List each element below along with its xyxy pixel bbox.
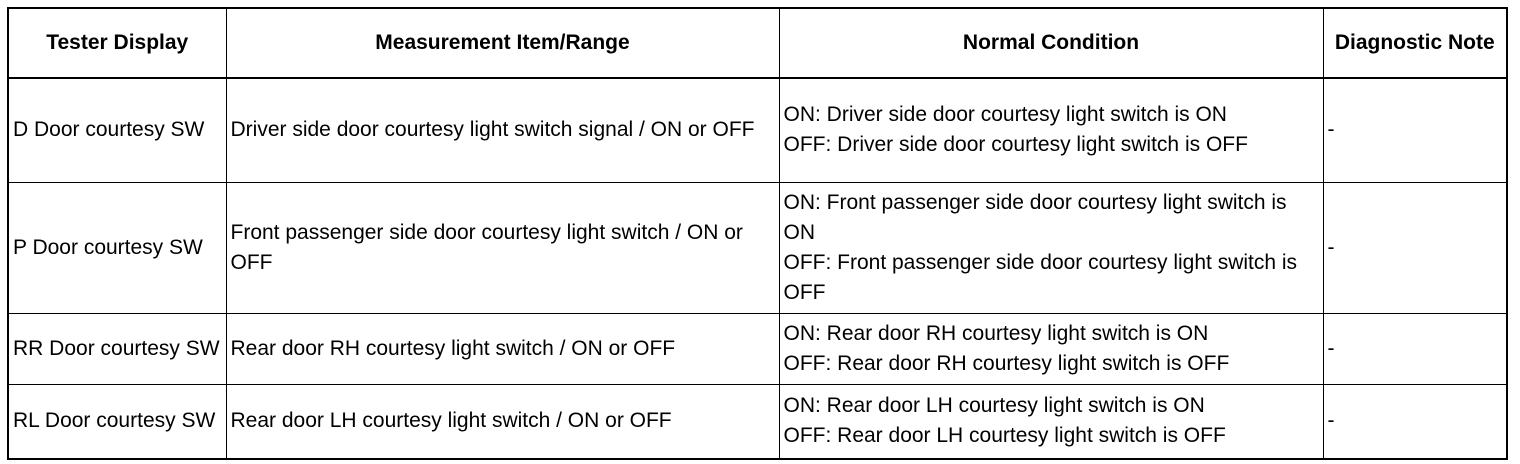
cell-diagnostic-note: - xyxy=(1323,313,1507,384)
cell-measurement-item: Driver side door courtesy light switch signal / ON or OFF xyxy=(226,78,779,182)
cell-diagnostic-note: - xyxy=(1323,78,1507,182)
cell-normal-condition xyxy=(779,384,1323,459)
cell-normal-condition xyxy=(779,182,1323,313)
cell-normal-condition xyxy=(779,78,1323,182)
condition-off-text: OFF: Driver side door courtesy light switch is OFF xyxy=(783,133,1248,157)
cell-measurement-item: Rear door LH courtesy light switch / ON or OFF xyxy=(226,384,779,459)
cell-normal-condition xyxy=(779,313,1323,384)
cell-diagnostic-note: - xyxy=(1323,384,1507,459)
cell-measurement-item: Front passenger side door courtesy light switch / ON or OFF xyxy=(226,182,779,313)
data-list-table xyxy=(7,7,1508,460)
condition-off-text: OFF: Rear door RH courtesy light switch is OFF xyxy=(783,351,1230,375)
condition-off-text: OFF: Rear door LH courtesy light switch is OFF xyxy=(783,424,1226,448)
table-row xyxy=(8,313,1507,384)
table-row xyxy=(8,182,1507,313)
cell-measurement-item: Rear door RH courtesy light switch / ON or OFF xyxy=(226,313,779,384)
header-normal-condition: Normal Condition xyxy=(779,8,1323,78)
condition-on-text: ON: Rear door RH courtesy light switch is ON xyxy=(783,321,1209,345)
table-header-row xyxy=(8,8,1507,78)
condition-on-text: ON: Front passenger side door courtesy light switch is ON xyxy=(783,190,1287,244)
table-row xyxy=(8,384,1507,459)
condition-off-text: OFF: Front passenger side door courtesy light switch is OFF xyxy=(783,250,1298,304)
condition-on-text: ON: Rear door LH courtesy light switch is ON xyxy=(783,394,1205,418)
cell-diagnostic-note: - xyxy=(1323,182,1507,313)
table-row xyxy=(8,78,1507,182)
cell-tester-display: P Door courtesy SW xyxy=(8,182,226,313)
header-diagnostic-note: Diagnostic Note xyxy=(1323,8,1507,78)
cell-tester-display: RL Door courtesy SW xyxy=(8,384,226,459)
header-measurement-item: Measurement Item/Range xyxy=(226,8,779,78)
header-tester-display: Tester Display xyxy=(8,8,226,78)
cell-tester-display: D Door courtesy SW xyxy=(8,78,226,182)
condition-on-text: ON: Driver side door courtesy light switch is ON xyxy=(783,103,1227,127)
cell-tester-display: RR Door courtesy SW xyxy=(8,313,226,384)
